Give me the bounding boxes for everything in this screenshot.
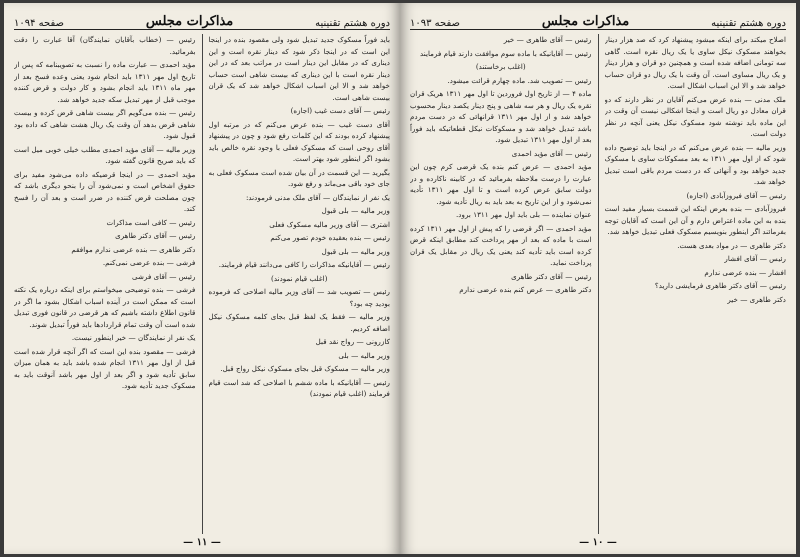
paragraph: رئیس — آقایانیکه با ماده ششم با اصلاحی که شد است قیام فرمایند (اغلب قیام نمودند)	[208, 377, 390, 398]
paragraph: افشار — بنده عرضی ندارم	[704, 267, 786, 277]
paragraph: ماده ۴ — از تاریخ اول فروردین تا اول مهر ۱۳۱۱ هریک قران نقره یک ریال و هر سه شاهی و پنج دینار یکصد دینار محسوب خواهد شد و از اول مهر ۱۳۱۱ قرانهائی که در دست مردم باشد تبدیل خواهد شد و مسکوکات نیکل قطعاتیکه باید فوراً بعد از اول مهر ۱۳۱۱ تبدیل شود.	[410, 89, 592, 144]
paragraph: رئیس — آقای فرشی	[131, 271, 196, 281]
paragraph: فیروزآبادی — بنده بعرض اینکه این قسمت بسیار مفید است بنده به این ماده اعتراض دارم و آن این است که آقایان توجه بفرمائند اگر اینطور بنویسیم مسکوک فعلی تبدیل خواهد شد.	[604, 204, 786, 236]
paragraph: رئیس — آقای طاهری — خیر	[503, 35, 592, 44]
paragraph: باید فوراً مسکوک جدید تبدیل شود ولی مقصود بنده در اینجا این است که در اینجا ذکر شود که دینار نقره است و این دیناری که در مقابل این دینار است در مراتب بعد که در این دینار نقره است با این دیناری که بیست شاهی است حساب خواهد شد و الا این اسباب اشکال خواهد شد که یک قران بیست شاهی است.	[208, 35, 390, 102]
paragraph: رئیس — آقای دکتر طاهری	[511, 271, 592, 281]
right-folio: — ۱۰ —	[579, 537, 617, 548]
left-session-label: دوره هشتم تقنینیه	[315, 18, 390, 29]
paragraph: وزیر مالیه — بلی قبول	[321, 246, 390, 256]
paragraph: مؤید احمدی — عرض کنم بنده یک قرضی کرم چون این عبارت را درست ملاحظه بفرمائید که در کابینه ناکارده و در دولت سابق عرض کرده است و تا اول مهر ۱۳۱۱ تأدیه نمی‌شود و از این تاریخ به بعد باید به ریال تأدیه شود.	[410, 162, 592, 206]
paragraph: مؤید احمدی — عبارت ماده را نسبت به تصویبنامه که پس از تاریخ اول مهر ۱۳۱۱ باید انجام شود یعنی وعده فسخ بعد از مهر ماه ۱۳۱۱ باید انجام بشود و کار دولت و قرض کننده موجب قبل از مهر تبدیل سکه جدید خواهد شد.	[14, 60, 196, 104]
paragraph: رئیس — (خطاب بآقایان نمایندگان) آقا عبارت را دقت بفرمائید.	[14, 35, 196, 56]
paragraph: کازرونی — رواج نقد قبل	[315, 337, 390, 346]
paragraph: مؤید احمدی — اگر قرضی را که پیش از اول مهر ۱۳۱۱ کرده است با ماده که بعد از مهر پرداخت کند مطابق اینکه قرض کرده است باید تأدیه کند یعنی یک ریال در مقابل یک قران پرداخت نماید.	[410, 223, 592, 267]
paragraph: وزیر مالیه — آقای مؤید احمدی مطلب خیلی خوبی میل است که باید صریح قانون گفته شود.	[14, 144, 196, 165]
right-page-number: صفحه ۱۰۹۳	[410, 18, 461, 29]
paragraph: رئیس — آقای دکتر طاهری	[115, 231, 196, 240]
paragraph: رئیس — بنده بعقیده خودم تصور می‌کنم	[270, 233, 390, 242]
paragraph: رئیس — آقای مؤید احمدی	[511, 148, 592, 158]
paragraph: مؤید احمدی — در اینجا قرضیکه داده می‌شود مفید برای حقوق اشخاص است و نمی‌شود آن را بنحو دیگری باشد که چون مصلحت قرض کننده در ضرر است و بعد آن را فسخ کند.	[14, 169, 196, 213]
paragraph: (اغلب قیام نمودند)	[271, 273, 328, 283]
document-spread	[4, 3, 796, 554]
paragraph: رئیس — بنده می‌گویم اگر بیست شاهی قرض کرده و بیست شاهی قرض بدهد آن وقت یک ریال هشت شاهی که داده بود قبول شود.	[14, 108, 196, 140]
left-folio: — ۱۱ —	[183, 537, 221, 548]
paragraph: رئیس — تصویب شد — آقای وزیر مالیه اصلاحی که فرموده بودید چه بود؟	[208, 287, 390, 308]
paragraph: رئیس — آقایانیکه مذاکرات را کافی می‌دانند قیام فرمایند.	[218, 260, 390, 269]
paragraph: یک نفر از نمایندگان — خیر اینطور نیست.	[71, 333, 196, 342]
left-page-title: مذاکرات مجلس	[145, 14, 234, 29]
right-page-title: مذاکرات مجلس	[541, 14, 630, 29]
paragraph: آقای دست غیب — بنده عرض می‌کنم که در مرتبه اول پیشنهاد کرده بودند که این کلمات رفع شود و چون در پیشنهاد آقای روحی است که مسکوک فعلی با وجود نقره خالص باید بشود اگر اینطور شود بهتر است.	[208, 119, 390, 163]
paragraph: رئیس — تصویب شد. ماده چهارم قرائت میشود.	[447, 75, 592, 85]
paragraph: رئیس — کافی است مذاکرات	[106, 217, 196, 227]
left-page-number: صفحه ۱۰۹۴	[14, 18, 65, 29]
paragraph: دکتر طاهری — در مواد بعدی هست.	[677, 240, 786, 250]
paragraph: دکتر طاهری — خیر	[727, 294, 786, 304]
paragraph: بگیرید — این قسمت در آن بیان شده است مسکوک فعلی به جای خود باقی می‌ماند و رفع شود.	[208, 167, 390, 188]
paragraph: رئیس — آقای فیروزآبادی (اجازه)	[686, 190, 786, 200]
paragraph: فرشی — مقصود بنده این است که اگر آنچه قرار شده است قبل از اول مهر ۱۳۱۱ انجام شده باشد باید به همان میزان سابق تأدیه شود و اگر بعد از اول مهر باشد آنوقت باید به مسکوک جدید تأدیه شود.	[14, 346, 196, 390]
paragraph: یک نفر از نمایندگان — آقای ملک مدنی فرمودند:	[245, 192, 390, 202]
right-page	[400, 3, 796, 554]
paragraph: رئیس — آقای دکتر طاهری فرمایشی دارید؟	[654, 281, 786, 290]
right-column-left	[410, 34, 592, 534]
paragraph: فرشی — بنده عرضی نمی‌کنم.	[102, 258, 196, 267]
column-divider	[598, 34, 599, 534]
column-divider	[202, 34, 203, 534]
paragraph: وزیر مالیه — بلی قبول	[321, 206, 390, 215]
paragraph: ملک مدنی — بنده عرض می‌کنم آقایان در نظر دارند که دو قران معادل دو ریال است و اینجا اشکالی نیست آن وقت در این ماده باید نوشته شود مسکوک نیکل یعنی آنچه در نظر دولت است.	[604, 94, 786, 138]
left-page-columns	[14, 34, 390, 534]
left-column-left	[14, 34, 196, 534]
paragraph: وزیر مالیه — فقط یک لفظ قبل بجای کلمه مسکوک نیکل اضافه کردیم.	[208, 312, 390, 333]
right-column-right	[605, 34, 787, 534]
paragraph: رئیس — آقایانیکه با ماده سوم موافقت دارند قیام فرمایند	[420, 48, 592, 58]
paragraph: عنوان نماینده — بلی باید اول مهر ۱۳۱۱ برود.	[455, 210, 592, 219]
paragraph: اصلاح میکند برای اینکه میشود پیشنهاد کرد که صد هزار دینار بخواهند مسکوک نیکل ساوی یا یک ریال نقره است. گاهی سه تومانی اضافه شده است و همچنین دو قران و هزار دینار و یک ریال مساوی است. آن وقت با یک ریال دو قران حساب خواهد شد و الا این اسباب اشکال است.	[604, 35, 786, 90]
paragraph: وزیر مالیه — بلی	[338, 350, 390, 360]
right-session-label: دوره هشتم تقنینیه	[711, 18, 786, 29]
right-page-columns	[410, 34, 786, 534]
left-page-header	[14, 7, 390, 30]
paragraph: رئیس — آقای افشار	[724, 254, 786, 263]
paragraph: رئیس — آقای دست غیب (اجازه)	[290, 106, 390, 115]
left-column-right	[209, 34, 391, 534]
paragraph: وزیر مالیه — مسکوک قبل بجای مسکوک نیکل رواج قبل.	[220, 364, 390, 373]
right-page-header	[410, 7, 786, 30]
paragraph: وزیر مالیه — بنده عرض می‌کنم که در اینجا باید توضیح داده شود که از اول مهر ۱۳۱۱ به بعد مسکوکات ساوی با مسکوک جدید خواهد بود و آنهائی که در دست مردم باقی است تبدیل خواهد شد.	[604, 142, 786, 186]
left-page	[4, 3, 400, 554]
paragraph: اشتری — آقای وزیر مالیه مسکوک فعلی	[269, 219, 390, 229]
paragraph: (اغلب برخاستند)	[475, 62, 526, 71]
paragraph: دکتر طاهری — بنده عرضی ندارم موافقم	[71, 244, 196, 254]
paragraph: دکتر طاهری — عرض کنم بنده عرضی ندارم	[459, 285, 592, 294]
paragraph: فرشی — بنده توضیحی میخواستم برای اینکه درباره یک نکته است که ممکن است در آینده اسباب اشکال بشود ما اگر در قانون اطلاع داشته باشیم که هر قرضی در قانون فوری تبدیل شده است آن وقت تمام قراردادها باید فوراً تبدیل شوند.	[14, 285, 196, 329]
